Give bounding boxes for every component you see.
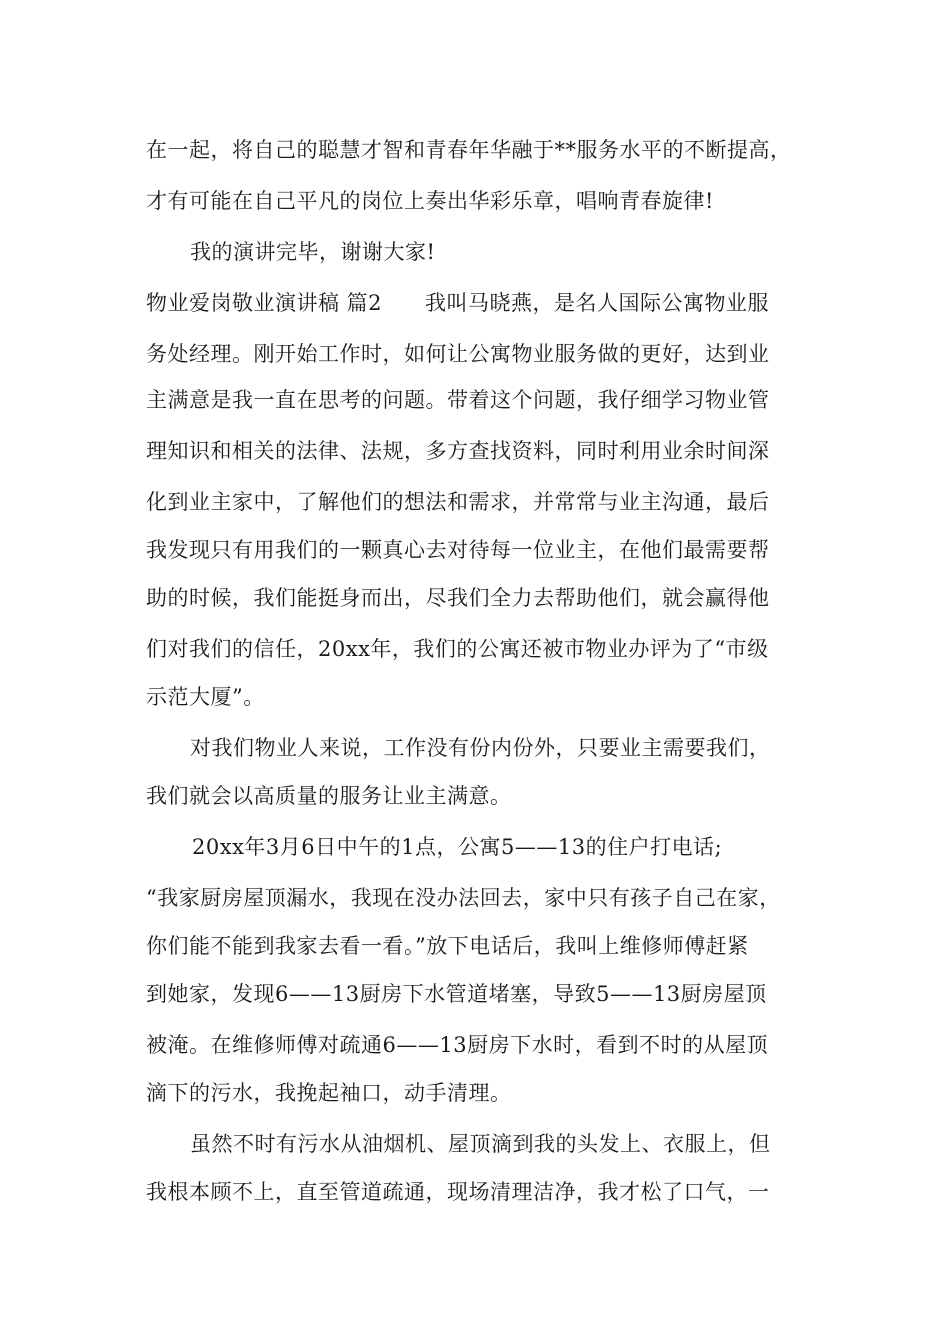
- text-line: 我的演讲完毕，谢谢大家!: [190, 240, 436, 264]
- text-line: 们对我们的信任，20xx年，我们的公寓还被市物业办评为了“市级: [146, 637, 769, 661]
- text-line: 你们能不能到我家去看一看。”放下电话后，我叫上维修师傅赶紧: [146, 934, 749, 958]
- text-line: 到她家，发现6——13厨房下水管道堵塞，导致5——13厨房屋顶: [146, 982, 767, 1006]
- text-line: 被淹。在维修师傅对疏通6——13厨房下水时，看到不时的从屋顶: [146, 1033, 769, 1057]
- text-line: “我家厨房屋顶漏水，我现在没办法回去，家中只有孩子自己在家，: [146, 886, 781, 910]
- text-line: 主满意是我一直在思考的问题。带着这个问题，我仔细学习物业管: [146, 388, 770, 412]
- text-line: 我们就会以高质量的服务让业主满意。: [146, 784, 512, 808]
- text-line: 滴下的污水，我挽起袖口，动手清理。: [146, 1081, 512, 1105]
- text-line: 20xx年3月6日中午的1点，公寓5——13的住户打电话;: [192, 835, 723, 859]
- text-line: 示范大厦”。: [146, 685, 265, 709]
- text-line: 理知识和相关的法律、法规，多方查找资料，同时利用业余时间深: [146, 439, 770, 463]
- text-line: 化到业主家中，了解他们的想法和需求，并常常与业主沟通，最后: [146, 490, 770, 514]
- section-heading-line: 物业爱岗敬业演讲稿 篇2 我叫马晓燕，是名人国际公寓物业服: [146, 291, 770, 315]
- text-line: 助的时候，我们能挺身而出，尽我们全力去帮助他们，就会赢得他: [146, 586, 770, 610]
- text-line: 在一起，将自己的聪慧才智和青春年华融于**服务水平的不断提高，: [146, 138, 792, 162]
- text-line: 我根本顾不上，直至管道疏通，现场清理洁净，我才松了口气，一: [146, 1180, 770, 1204]
- text-line: 我发现只有用我们的一颗真心去对待每一位业主，在他们最需要帮: [146, 538, 770, 562]
- text-line: 对我们物业人来说，工作没有份内份外，只要业主需要我们，: [190, 736, 771, 760]
- text-line: 虽然不时有污水从油烟机、屋顶滴到我的头发上、衣服上，但: [190, 1132, 771, 1156]
- text-line: 务处经理。刚开始工作时，如何让公寓物业服务做的更好，达到业: [146, 342, 770, 366]
- text-line: 才有可能在自己平凡的岗位上奏出华彩乐章，唱响青春旋律!: [146, 189, 714, 213]
